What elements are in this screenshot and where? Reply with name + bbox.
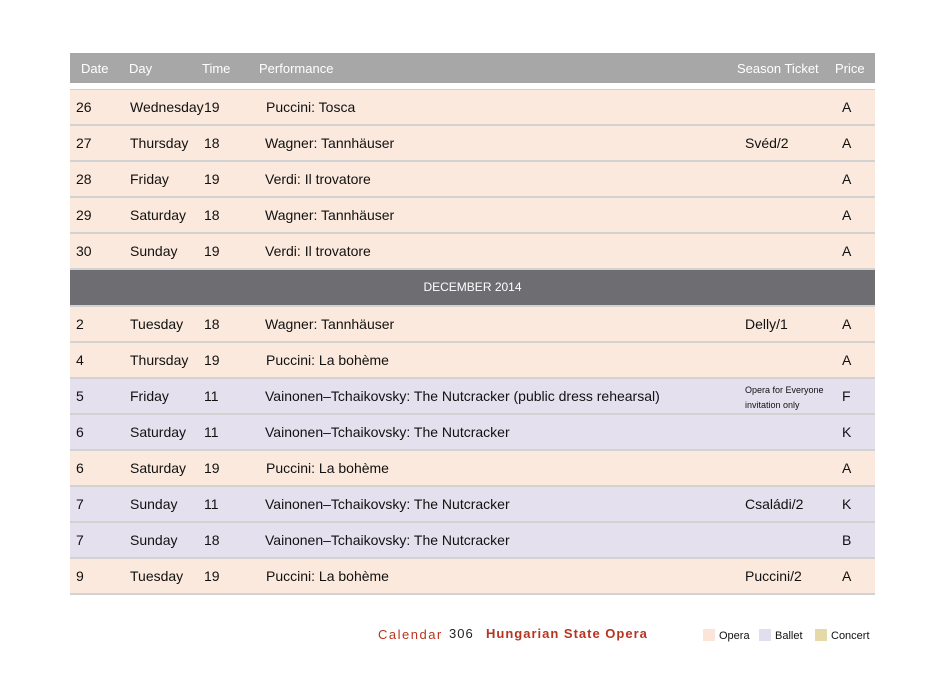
- row-date: 4: [76, 352, 84, 368]
- table-row: [70, 307, 875, 343]
- month-heading: DECEMBER 2014: [70, 270, 875, 307]
- row-price: B: [842, 532, 852, 548]
- table-row: [70, 126, 875, 162]
- row-day: Friday: [130, 388, 169, 404]
- table-row: [70, 559, 875, 595]
- row-performance: Wagner: Tannhäuser: [265, 135, 395, 151]
- page-number: 306: [449, 626, 474, 641]
- row-price: K: [842, 496, 852, 512]
- table-row: [70, 523, 875, 559]
- row-day: Sunday: [130, 243, 178, 259]
- row-season-ticket: Delly/1: [745, 316, 788, 332]
- row-time: 18: [204, 135, 220, 151]
- row-performance: Verdi: Il trovatore: [265, 243, 371, 259]
- row-date: 2: [76, 316, 84, 332]
- header-time: Time: [202, 61, 231, 76]
- table-row: [70, 379, 875, 415]
- row-price: A: [842, 352, 852, 368]
- row-date: 30: [76, 243, 92, 259]
- table-row: [70, 415, 875, 451]
- row-performance: Vainonen–Tchaikovsky: The Nutcracker (public dress rehearsal): [265, 388, 660, 404]
- row-performance: Vainonen–Tchaikovsky: The Nutcracker: [265, 496, 510, 512]
- row-price: A: [842, 316, 852, 332]
- row-date: 5: [76, 388, 84, 404]
- row-date: 6: [76, 460, 84, 476]
- row-day: Wednesday: [130, 99, 204, 115]
- row-price: A: [842, 243, 852, 259]
- legend-label: Opera: [719, 630, 750, 642]
- row-date: 7: [76, 532, 84, 548]
- row-day: Friday: [130, 171, 169, 187]
- row-day: Sunday: [130, 532, 178, 548]
- row-performance: Puccini: La bohème: [266, 568, 389, 584]
- row-season-ticket: Svéd/2: [745, 135, 789, 151]
- row-price: A: [842, 171, 852, 187]
- row-time: 11: [204, 496, 219, 512]
- row-time: 19: [204, 568, 220, 584]
- row-day: Saturday: [130, 460, 187, 476]
- row-performance: Vainonen–Tchaikovsky: The Nutcracker: [265, 424, 510, 440]
- row-date: 9: [76, 568, 84, 584]
- row-season-ticket: [745, 383, 835, 413]
- row-time: 19: [204, 243, 220, 259]
- footer-section: Calendar: [378, 627, 443, 642]
- header-price: Price: [835, 61, 865, 76]
- legend-label: Concert: [831, 630, 870, 642]
- table-row: [70, 343, 875, 379]
- season-note-line-1: Opera for Everyone: [745, 385, 824, 395]
- row-time: 19: [204, 171, 220, 187]
- row-day: Sunday: [130, 496, 178, 512]
- row-day: Thursday: [130, 135, 189, 151]
- table-row: [70, 487, 875, 523]
- row-date: 27: [76, 135, 92, 151]
- row-price: A: [842, 568, 852, 584]
- row-date: 26: [76, 99, 92, 115]
- row-day: Tuesday: [130, 568, 184, 584]
- row-time: 18: [204, 207, 220, 223]
- row-time: 19: [204, 352, 220, 368]
- row-time: 18: [204, 316, 220, 332]
- legend-ballet: [759, 629, 803, 642]
- row-time: 19: [204, 99, 220, 115]
- legend-swatch-concert: [815, 629, 827, 641]
- legend-label: Ballet: [775, 630, 803, 642]
- row-time: 11: [204, 424, 219, 440]
- row-date: 6: [76, 424, 84, 440]
- row-time: 11: [204, 388, 219, 404]
- row-performance: Wagner: Tannhäuser: [265, 316, 395, 332]
- header-date: Date: [81, 61, 109, 76]
- table-row: [70, 90, 875, 126]
- row-day: Tuesday: [130, 316, 184, 332]
- page-footer: [0, 627, 945, 647]
- row-date: 7: [76, 496, 84, 512]
- row-price: A: [842, 99, 852, 115]
- row-price: A: [842, 460, 852, 476]
- header-day: Day: [129, 61, 153, 76]
- row-date: 29: [76, 207, 92, 223]
- row-date: 28: [76, 171, 92, 187]
- season-note-line-2: invitation only: [745, 400, 800, 410]
- legend-swatch-ballet: [759, 629, 771, 641]
- row-time: 19: [204, 460, 220, 476]
- legend-concert: [815, 629, 870, 642]
- row-price: A: [842, 207, 852, 223]
- row-season-ticket: Puccini/2: [745, 568, 802, 584]
- row-performance: Vainonen–Tchaikovsky: The Nutcracker: [265, 532, 510, 548]
- header-performance: Performance: [259, 61, 334, 76]
- row-performance: Puccini: Tosca: [266, 99, 356, 115]
- calendar-table: [70, 53, 875, 595]
- table-row: [70, 198, 875, 234]
- header-season-ticket: Season Ticket: [737, 61, 819, 76]
- row-performance: Puccini: La bohème: [266, 460, 389, 476]
- row-price: F: [842, 388, 851, 404]
- table-row: [70, 234, 875, 270]
- row-price: A: [842, 135, 852, 151]
- row-performance: Wagner: Tannhäuser: [265, 207, 395, 223]
- row-day: Saturday: [130, 207, 187, 223]
- table-header: [70, 53, 875, 83]
- row-day: Saturday: [130, 424, 187, 440]
- legend-opera: [703, 629, 750, 642]
- row-time: 18: [204, 532, 220, 548]
- row-season-ticket: Családi/2: [745, 496, 804, 512]
- table-row: [70, 162, 875, 198]
- header-spacer: [70, 83, 875, 90]
- row-price: K: [842, 424, 852, 440]
- legend-swatch-opera: [703, 629, 715, 641]
- footer-title: Hungarian State Opera: [486, 626, 648, 641]
- row-day: Thursday: [130, 352, 189, 368]
- table-row: [70, 451, 875, 487]
- row-performance: Puccini: La bohème: [266, 352, 389, 368]
- row-performance: Verdi: Il trovatore: [265, 171, 371, 187]
